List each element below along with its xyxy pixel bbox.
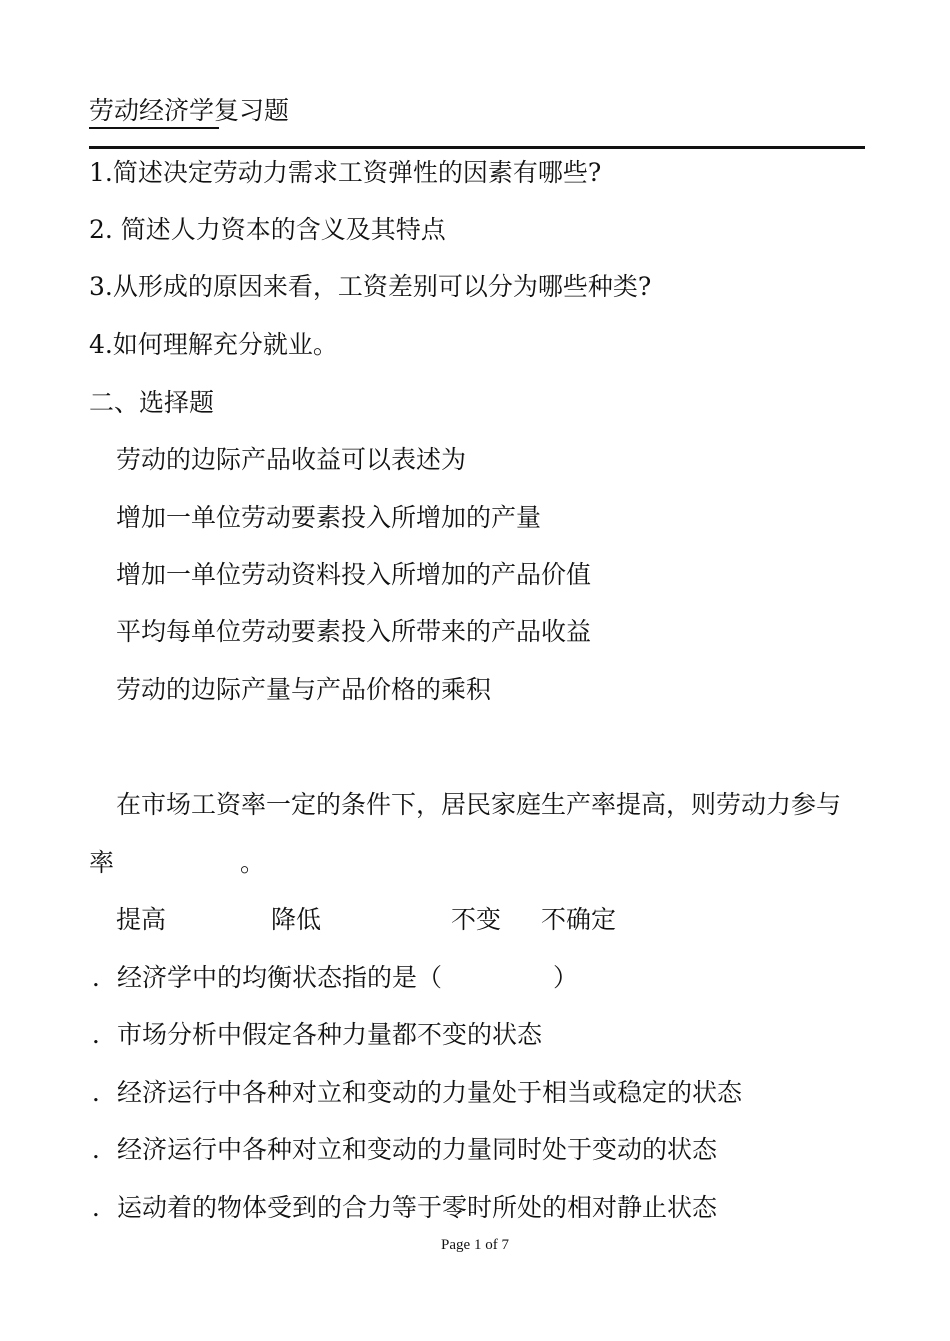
q2-option-c: 不变 xyxy=(451,905,502,934)
q2-option-b: 降低 xyxy=(271,905,322,934)
q3-option-d: ．运动着的物体受到的合力等于零时所处的相对静止状态 xyxy=(92,1193,718,1222)
q3-stem: ．经济学中的均衡状态指的是（ xyxy=(92,963,443,992)
q1-option-c: 平均每单位劳动要素投入所带来的产品收益 xyxy=(116,617,592,646)
document-title: 劳动经济学复习题 xyxy=(89,96,290,125)
short-answer-2: 2. 简述人力资本的含义及其特点 xyxy=(89,215,446,244)
header-rule xyxy=(89,146,865,149)
title-underline xyxy=(89,127,219,129)
q2-stem-line1: 在市场工资率一定的条件下，居民家庭生产率提高，则劳动力参与 xyxy=(116,790,842,819)
q1-option-d: 劳动的边际产量与产品价格的乘积 xyxy=(116,675,492,704)
q3-option-a: ．市场分析中假定各种力量都不变的状态 xyxy=(92,1020,543,1049)
short-answer-3: 3.从形成的原因来看，工资差别可以分为哪些种类? xyxy=(89,272,652,301)
q3-stem-close: ） xyxy=(553,963,579,992)
q2-option-a: 提高 xyxy=(116,905,167,934)
q1-option-b: 增加一单位劳动资料投入所增加的产品价值 xyxy=(116,560,592,589)
q3-option-c: ．经济运行中各种对立和变动的力量同时处于变动的状态 xyxy=(92,1135,718,1164)
section-heading: 二、选择题 xyxy=(89,388,215,417)
q2-stem-line2-end: 。 xyxy=(240,848,266,877)
q2-stem-line2-start: 率 xyxy=(89,848,115,877)
short-answer-4: 4.如何理解充分就业。 xyxy=(89,330,338,359)
q3-option-b: ．经济运行中各种对立和变动的力量处于相当或稳定的状态 xyxy=(92,1078,743,1107)
page-footer: Page 1 of 7 xyxy=(441,1237,509,1253)
short-answer-1: 1.简述决定劳动力需求工资弹性的因素有哪些? xyxy=(89,158,602,187)
q2-option-d: 不确定 xyxy=(541,905,617,934)
q1-option-a: 增加一单位劳动要素投入所增加的产量 xyxy=(116,503,542,532)
q1-stem: 劳动的边际产品收益可以表述为 xyxy=(116,445,467,474)
